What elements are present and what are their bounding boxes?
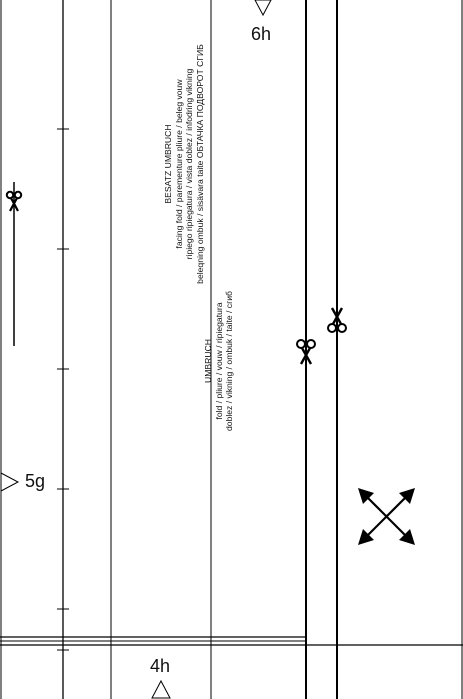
grainline-arrows-icon [358, 488, 415, 545]
facing-fold-line-1: BESATZ UMBRUCH [163, 124, 173, 204]
facing-fold-line-4: beleqning ombuk / sisävara taite ОБТАЧКА ПОДВОРОТ СГИБ [194, 44, 205, 284]
fold-line-1: UMBRUCH [203, 339, 213, 383]
label-left: 5g [25, 471, 46, 491]
label-bottom: 4h [150, 656, 171, 676]
notch-triangle-icon [152, 681, 170, 698]
notch-triangle-icon [1, 473, 18, 491]
facing-fold-label [163, 44, 207, 284]
facing-fold-line-2: facing fold / parementure pliure / beleg vouw [173, 79, 184, 249]
notch-triangle-icon [255, 0, 271, 15]
fold-label [203, 271, 237, 451]
label-top: 6h [251, 24, 272, 44]
fold-line-2: fold / pliure / vouw / ripiegatura [213, 302, 224, 420]
fold-line-3: doblez / vikning / ombuk / taite / сгиб [224, 291, 235, 431]
facing-fold-line-3: ripiego ripiegatura / vista doblez / infodring vikning [184, 68, 195, 260]
